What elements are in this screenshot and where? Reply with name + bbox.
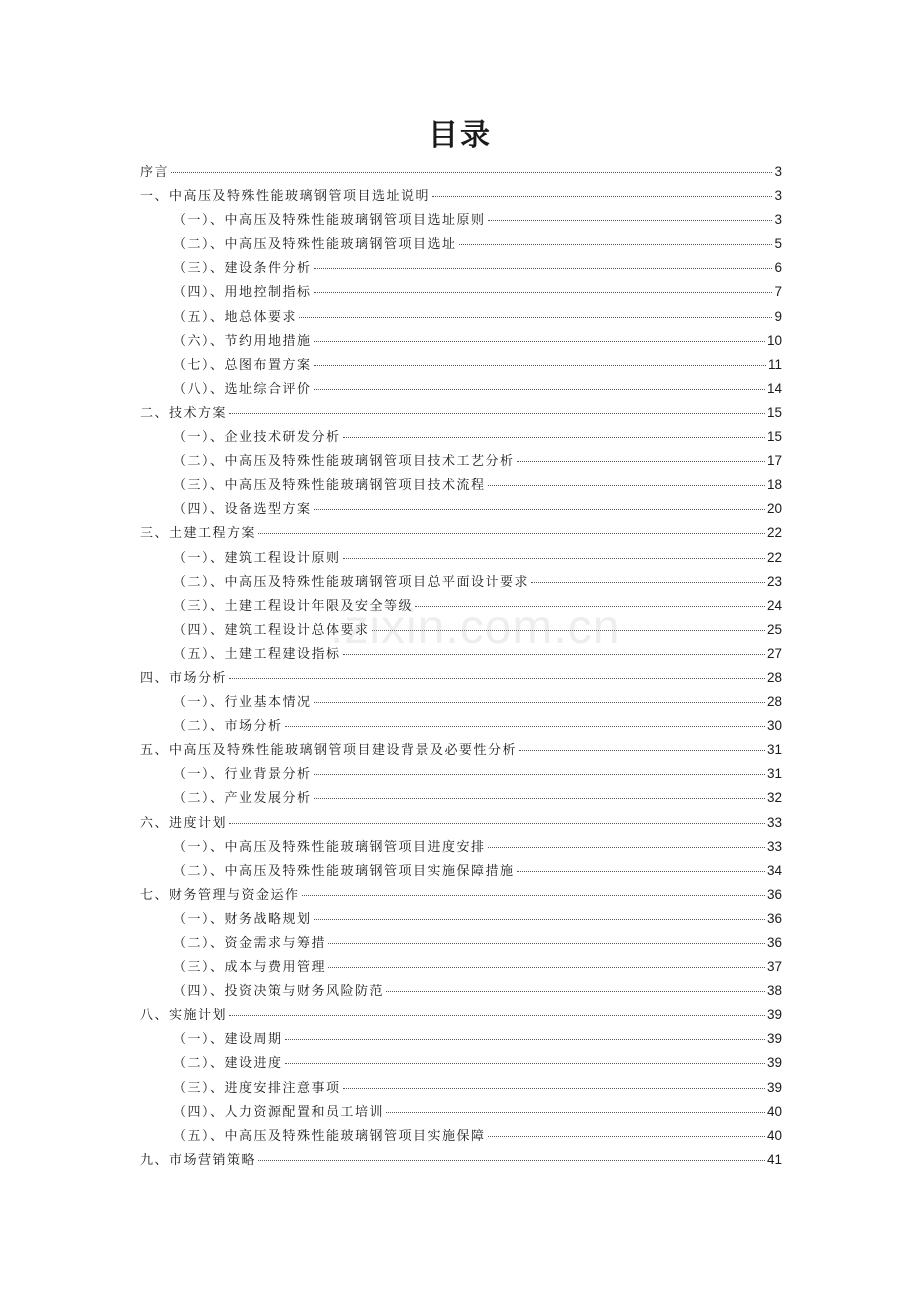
toc-dot-leader: [314, 268, 773, 269]
toc-entry-page: 39: [766, 1031, 782, 1047]
toc-dot-leader: [285, 1039, 765, 1040]
toc-dot-leader: [343, 1088, 765, 1089]
toc-dot-leader: [328, 967, 765, 968]
toc-dot-leader: [517, 461, 765, 462]
toc-entry-page: 28: [766, 669, 782, 685]
toc-dot-leader: [229, 823, 765, 824]
toc-entry-page: 9: [774, 308, 782, 324]
toc-entry[interactable]: [140, 1027, 782, 1051]
toc-entry-label: 三、土建工程方案: [140, 526, 257, 542]
toc-dot-leader: [343, 437, 765, 438]
toc-entry[interactable]: [140, 811, 782, 835]
toc-entry-label: （四）、人力资源配置和员工培训: [173, 1104, 385, 1120]
toc-dot-leader: [229, 678, 765, 679]
toc-entry-label: （五）、中高压及特殊性能玻璃钢管项目实施保障: [173, 1128, 486, 1144]
toc-entry-label: （四）、建筑工程设计总体要求: [173, 622, 370, 638]
toc-entry-page: 28: [766, 694, 782, 710]
toc-entry-label: （一）、行业基本情况: [173, 695, 312, 711]
toc-entry[interactable]: [140, 666, 782, 690]
toc-entry[interactable]: [140, 883, 782, 907]
toc-entry-label: （三）、进度安排注意事项: [173, 1080, 341, 1096]
toc-entry-page: 37: [766, 959, 782, 975]
toc-entry-label: （一）、建筑工程设计原则: [173, 550, 341, 566]
toc-entry[interactable]: [140, 546, 782, 570]
toc-dot-leader: [314, 798, 765, 799]
toc-entry-page: 3: [774, 212, 782, 228]
toc-entry-page: 15: [766, 429, 782, 445]
toc-entry-page: 27: [766, 645, 782, 661]
toc-entry[interactable]: [140, 160, 782, 184]
toc-entry[interactable]: [140, 329, 782, 353]
toc-entry[interactable]: [140, 305, 782, 329]
toc-entry-label: （二）、产业发展分析: [173, 791, 312, 807]
toc-entry[interactable]: [140, 714, 782, 738]
toc-dot-leader: [302, 895, 765, 896]
toc-entry-label: （二）、建设进度: [173, 1056, 283, 1072]
toc-entry[interactable]: [140, 955, 782, 979]
toc-entry[interactable]: [140, 1100, 782, 1124]
toc-entry-page: 36: [766, 935, 782, 950]
toc-entry-label: 序言: [140, 165, 170, 180]
toc-entry-label: （四）、用地控制指标: [173, 285, 312, 301]
toc-entry-page: 39: [766, 1007, 782, 1023]
toc-entry-label: （一）、建设周期: [173, 1032, 283, 1048]
toc-entry-label: 八、实施计划: [140, 1008, 228, 1024]
toc-entry-page: 5: [774, 236, 782, 252]
toc-entry-label: （二）、中高压及特殊性能玻璃钢管项目实施保障措施: [173, 863, 515, 879]
toc-entry-label: （四）、设备选型方案: [173, 502, 312, 518]
toc-dot-leader: [415, 606, 765, 607]
toc-dot-leader: [314, 365, 766, 366]
toc-entry[interactable]: [140, 401, 782, 425]
toc-entry-page: 25: [766, 621, 782, 637]
toc-entry-label: （二）、中高压及特殊性能玻璃钢管项目技术工艺分析: [173, 454, 515, 470]
toc-entry-label: （三）、中高压及特殊性能玻璃钢管项目技术流程: [173, 478, 486, 494]
toc-dot-leader: [386, 991, 765, 992]
toc-entry-page: 6: [774, 260, 782, 276]
toc-dot-leader: [386, 1112, 765, 1113]
toc-entry-label: （一）、财务战略规划: [173, 911, 312, 927]
toc-entry[interactable]: [140, 642, 782, 666]
toc-entry-page: 36: [766, 886, 782, 902]
toc-entry-page: 40: [766, 1127, 782, 1143]
toc-entry[interactable]: [140, 208, 782, 232]
toc-entry-label: （二）、中高压及特殊性能玻璃钢管项目选址: [173, 237, 457, 253]
toc-entry-label: （三）、成本与费用管理: [173, 960, 327, 976]
toc-entry-page: 23: [766, 573, 782, 589]
toc-entry-page: 20: [766, 501, 782, 517]
toc-entry-page: 3: [774, 164, 782, 179]
toc-dot-leader: [531, 582, 765, 583]
toc-entry[interactable]: [140, 762, 782, 786]
toc-entry-page: 39: [766, 1055, 782, 1071]
toc-entry[interactable]: [140, 449, 782, 473]
toc-entry[interactable]: [140, 1076, 782, 1100]
toc-entry-label: 四、市场分析: [140, 670, 228, 686]
toc-entry-page: 36: [766, 910, 782, 926]
toc-entry-label: （三）、土建工程设计年限及安全等级: [173, 598, 414, 614]
toc-entry[interactable]: [140, 256, 782, 280]
toc-dot-leader: [314, 509, 765, 510]
toc-entry-label: （一）、行业背景分析: [173, 767, 312, 783]
toc-dot-leader: [314, 341, 765, 342]
toc-dot-leader: [432, 196, 772, 197]
toc-dot-leader: [488, 847, 765, 848]
toc-entry-label: （七）、总图布置方案: [173, 357, 312, 373]
toc-entry-page: 22: [766, 525, 782, 541]
toc-entry-page: 22: [766, 549, 782, 565]
toc-entry[interactable]: [140, 907, 782, 931]
toc-entry-page: 7: [774, 284, 782, 300]
toc-dot-leader: [328, 943, 765, 944]
toc-entry[interactable]: [140, 280, 782, 304]
toc-dot-leader: [258, 533, 765, 534]
toc-entry[interactable]: [140, 570, 782, 594]
toc-entry[interactable]: [140, 594, 782, 618]
toc-entry[interactable]: [140, 786, 782, 810]
toc-entry-page: 39: [766, 1079, 782, 1095]
toc-entry[interactable]: [140, 931, 782, 955]
toc-entry-page: 17: [766, 453, 782, 469]
toc-dot-leader: [314, 702, 765, 703]
toc-entry-label: （二）、中高压及特殊性能玻璃钢管项目总平面设计要求: [173, 574, 530, 590]
toc-entry-page: 32: [766, 790, 782, 806]
toc-entry-label: （二）、市场分析: [173, 719, 283, 735]
toc-entry-label: 二、技术方案: [140, 405, 228, 421]
toc-dot-leader: [517, 871, 765, 872]
toc-entry-label: （三）、建设条件分析: [173, 261, 312, 277]
toc-entry[interactable]: [140, 521, 782, 545]
toc-entry[interactable]: [140, 232, 782, 256]
toc-dot-leader: [285, 726, 765, 727]
toc-dot-leader: [285, 1063, 765, 1064]
toc-entry[interactable]: [140, 184, 782, 208]
toc-entry[interactable]: [140, 425, 782, 449]
toc-entry-label: （二）、资金需求与筹措: [173, 936, 327, 951]
toc-entry-page: 18: [766, 477, 782, 493]
toc-entry-label: 九、市场营销策略: [140, 1152, 257, 1168]
table-of-contents: [140, 160, 782, 1172]
toc-entry-page: 33: [766, 838, 782, 854]
toc-entry[interactable]: [140, 738, 782, 762]
toc-entry-label: 六、进度计划: [140, 815, 228, 831]
toc-entry-page: 30: [766, 718, 782, 734]
toc-entry-page: 31: [766, 742, 782, 758]
toc-entry[interactable]: [140, 1051, 782, 1075]
toc-dot-leader: [488, 220, 773, 221]
toc-entry-label: （一）、中高压及特殊性能玻璃钢管项目进度安排: [173, 839, 486, 855]
toc-entry-label: 七、财务管理与资金运作: [140, 887, 300, 903]
toc-dot-leader: [299, 317, 772, 318]
page-title: 目录: [428, 118, 492, 153]
toc-entry[interactable]: [140, 618, 782, 642]
toc-dot-leader: [229, 1015, 765, 1016]
toc-entry-page: 41: [766, 1151, 782, 1167]
toc-entry[interactable]: [140, 835, 782, 859]
toc-entry[interactable]: [140, 1003, 782, 1027]
toc-entry-label: （四）、投资决策与财务风险防范: [173, 984, 385, 1000]
toc-dot-leader: [372, 630, 765, 631]
toc-entry[interactable]: [140, 497, 782, 521]
toc-dot-leader: [314, 389, 765, 390]
toc-entry-label: 五、中高压及特殊性能玻璃钢管项目建设背景及必要性分析: [140, 743, 518, 759]
toc-entry-page: 14: [766, 380, 782, 396]
toc-dot-leader: [314, 292, 773, 293]
toc-entry[interactable]: [140, 690, 782, 714]
toc-entry-page: 15: [766, 404, 782, 420]
toc-entry[interactable]: [140, 859, 782, 883]
toc-entry-page: 3: [774, 188, 782, 204]
toc-dot-leader: [314, 774, 765, 775]
toc-entry[interactable]: [140, 1148, 782, 1172]
toc-entry-label: （六）、节约用地措施: [173, 333, 312, 349]
toc-dot-leader: [488, 1136, 765, 1137]
toc-dot-leader: [314, 919, 765, 920]
toc-entry[interactable]: [140, 473, 782, 497]
toc-entry-page: 11: [767, 356, 782, 372]
toc-entry-page: 34: [766, 862, 782, 878]
toc-entry-page: 38: [766, 983, 782, 999]
toc-entry-page: 33: [766, 814, 782, 830]
toc-entry-label: （一）、中高压及特殊性能玻璃钢管项目选址原则: [173, 213, 486, 229]
toc-dot-leader: [343, 558, 765, 559]
toc-entry-page: 31: [766, 766, 782, 782]
toc-entry[interactable]: [140, 353, 782, 377]
toc-entry-label: 一、中高压及特殊性能玻璃钢管项目选址说明: [140, 189, 431, 205]
toc-dot-leader: [229, 413, 765, 414]
toc-entry-label: （一）、企业技术研发分析: [173, 430, 341, 446]
watermark: .zixin.com.cn: [330, 601, 621, 654]
toc-entry-page: 10: [766, 332, 782, 348]
toc-entry-label: （八）、选址综合评价: [173, 381, 312, 397]
toc-entry[interactable]: [140, 1124, 782, 1148]
toc-entry[interactable]: [140, 979, 782, 1003]
toc-entry[interactable]: [140, 377, 782, 401]
toc-dot-leader: [519, 750, 765, 751]
toc-dot-leader: [258, 1160, 765, 1161]
toc-entry-page: 24: [766, 597, 782, 613]
toc-dot-leader: [171, 172, 772, 173]
toc-dot-leader: [343, 654, 765, 655]
toc-entry-page: 40: [766, 1103, 782, 1119]
toc-entry-label: （五）、土建工程建设指标: [173, 646, 341, 662]
toc-entry-label: （五）、地总体要求: [173, 309, 298, 325]
toc-dot-leader: [459, 244, 773, 245]
toc-dot-leader: [488, 485, 765, 486]
